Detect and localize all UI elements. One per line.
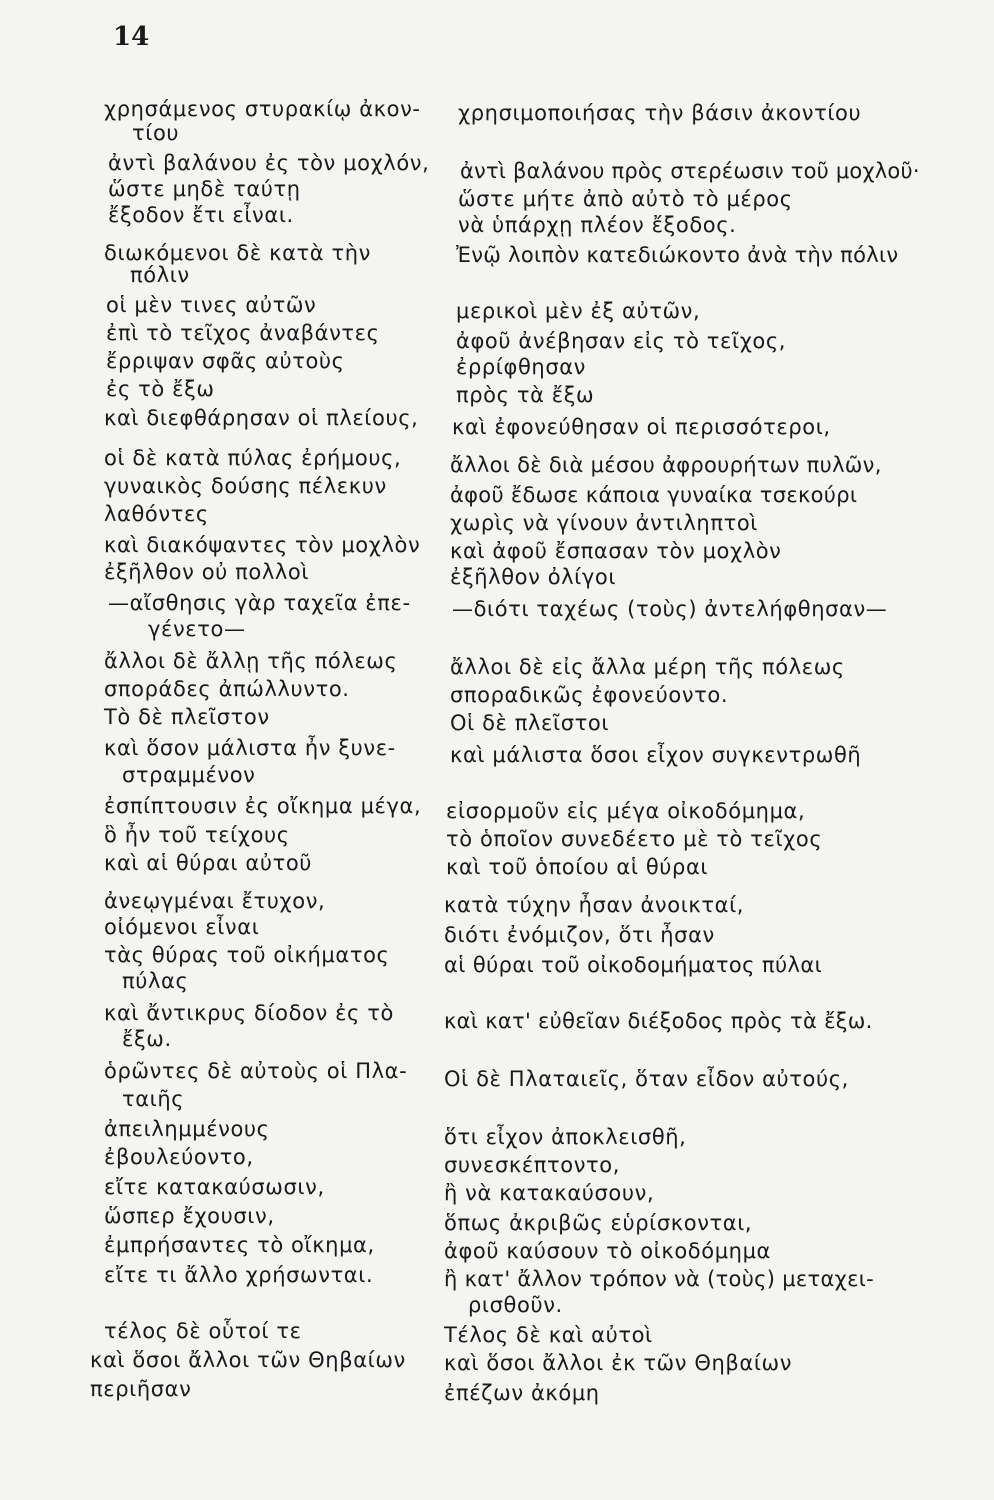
left-line: καὶ ὅσοι ἄλλοι τῶν Θηβαίων [90, 1348, 406, 1372]
right-line: ὥστε μήτε ἀπὸ αὐτὸ τὸ μέρος [458, 187, 793, 211]
right-line: ἀφοῦ καύσουν τὸ οἰκοδόμημα [444, 1239, 771, 1263]
left-line: πύλας [122, 969, 189, 993]
left-line: ἀπειλημμένους [104, 1117, 270, 1141]
left-line: ἀνεῳγμέναι ἔτυχον, [104, 889, 326, 913]
left-line: περιῆσαν [90, 1377, 192, 1401]
left-line: γένετο— [148, 617, 246, 641]
left-line: ἔξοδον ἔτι εἶναι. [108, 203, 294, 227]
left-line: ἐμπρήσαντες τὸ οἴκημα, [104, 1233, 375, 1257]
left-line: καὶ αἱ θύραι αὐτοῦ [104, 851, 313, 875]
right-line: μερικοὶ μὲν ἐξ αὐτῶν, [456, 299, 701, 323]
left-line: ἐβουλεύοντο, [104, 1145, 254, 1169]
right-line: ὅτι εἶχον ἀποκλεισθῆ, [444, 1125, 687, 1149]
left-line: Τὸ δὲ πλεῖστον [104, 705, 270, 729]
right-line: συνεσκέπτοντο, [444, 1153, 621, 1177]
left-line: ἀντὶ βαλάνου ἐς τὸν μοχλόν, [108, 151, 430, 175]
right-line: ὅπως ἀκριβῶς εὑρίσκονται, [444, 1211, 753, 1235]
right-line: ἐρρίφθησαν [456, 355, 587, 379]
left-line: ἐς τὸ ἔξω [106, 377, 215, 401]
right-line: αἱ θύραι τοῦ οἰκοδομήματος πύλαι [444, 953, 823, 977]
left-line: ἐσπίπτουσιν ἐς οἴκημα μέγα, [104, 794, 422, 818]
left-line: καὶ διακόψαντες τὸν μοχλὸν [104, 533, 421, 557]
right-line: ἢ νὰ κατακαύσουν, [444, 1181, 655, 1205]
left-line: καὶ ἄντικρυς δίοδον ἐς τὸ [104, 1001, 394, 1025]
left-line: διωκόμενοι δὲ κατὰ τὴν [104, 241, 371, 265]
right-line: τὸ ὁποῖον συνεδέετο μὲ τὸ τεῖχος [446, 827, 823, 851]
left-line: σποράδες ἀπώλλυντο. [104, 677, 350, 701]
left-line: καὶ διεφθάρησαν οἱ πλείους, [104, 406, 419, 430]
right-line: ἢ κατ' ἄλλον τρόπον νὰ (τοὺς) μεταχει- [444, 1267, 875, 1291]
right-line: καὶ μάλιστα ὅσοι εἶχον συγκεντρωθῆ [450, 743, 862, 767]
left-line: ὥσπερ ἔχουσιν, [104, 1204, 275, 1228]
right-line: νὰ ὑπάρχῃ πλέον ἔξοδος. [458, 213, 737, 237]
page-number: 14 [113, 22, 150, 52]
right-line: Οἱ δὲ Πλαταιεῖς, ὅταν εἶδον αὐτούς, [444, 1067, 849, 1091]
left-line: ταιῆς [122, 1087, 185, 1111]
left-line: ἄλλοι δὲ ἄλλῃ τῆς πόλεως [104, 649, 398, 673]
right-line: ἐπέζων ἀκόμη [444, 1381, 600, 1405]
right-line: ρισθοῦν. [468, 1293, 563, 1317]
right-line: ἄλλοι δὲ εἰς ἄλλα μέρη τῆς πόλεως [450, 655, 845, 679]
left-line: τίου [132, 121, 180, 145]
right-line: Οἱ δὲ πλεῖστοι [450, 711, 610, 735]
right-line: ἐξῆλθον ὀλίγοι [450, 565, 617, 589]
left-line: τὰς θύρας τοῦ οἰκήματος [104, 943, 390, 967]
left-line: ἐξῆλθον οὐ πολλοὶ [104, 560, 310, 584]
left-line: οἱ δὲ κατὰ πύλας ἐρήμους, [104, 446, 402, 470]
right-line: ἀφοῦ ἀνέβησαν εἰς τὸ τεῖχος, [456, 329, 787, 353]
left-line: —αἴσθησις γὰρ ταχεῖα ἐπε- [108, 591, 411, 615]
left-line: πόλιν [130, 263, 190, 287]
right-line: καὶ τοῦ ὁποίου αἱ θύραι [446, 855, 709, 879]
right-line: ἀφοῦ ἔδωσε κάποια γυναίκα τσεκούρι [450, 483, 858, 507]
right-line: ἀντὶ βαλάνου πρὸς στερέωσιν τοῦ μοχλοῦ· [460, 159, 920, 183]
right-line: πρὸς τὰ ἔξω [456, 383, 595, 407]
right-line: κατὰ τύχην ἦσαν ἀνοικταί, [444, 893, 745, 917]
right-line: καὶ ὅσοι ἄλλοι ἐκ τῶν Θηβαίων [444, 1351, 793, 1375]
left-line: καὶ ὅσον μάλιστα ἦν ξυνε- [104, 736, 396, 760]
right-line: ἄλλοι δὲ διὰ μέσου ἀφρουρήτων πυλῶν, [450, 453, 882, 477]
left-line: εἴτε κατακαύσωσιν, [104, 1175, 325, 1199]
right-line: —διότι ταχέως (τοὺς) ἀντελήφθησαν— [452, 597, 888, 621]
left-line: ὁρῶντες δὲ αὐτοὺς οἱ Πλα- [104, 1059, 408, 1083]
left-line: στραμμένον [122, 763, 256, 787]
right-line: εἰσορμοῦν εἰς μέγα οἰκοδόμημα, [446, 799, 806, 823]
right-line: χρησιμοποιήσας τὴν βάσιν ἀκοντίου [458, 101, 862, 125]
left-line: τέλος δὲ οὗτοί τε [104, 1319, 302, 1343]
right-line: χωρὶς νὰ γίνουν ἀντιληπτοὶ [450, 511, 758, 535]
right-line: διότι ἐνόμιζον, ὅτι ἦσαν [444, 923, 715, 947]
right-line: Τέλος δὲ καὶ αὐτοὶ [444, 1323, 653, 1347]
left-line: ὥστε μηδὲ ταύτῃ [108, 177, 301, 201]
right-line: καὶ ἐφονεύθησαν οἱ περισσότεροι, [452, 415, 831, 439]
left-line: χρησάμενος στυρακίῳ ἀκον- [104, 97, 421, 121]
left-line: ἐπὶ τὸ τεῖχος ἀναβάντες [106, 321, 380, 345]
right-line: Ἐνῷ λοιπὸν κατεδιώκοντο ἀνὰ τὴν πόλιν [456, 243, 899, 267]
right-line: καὶ κατ' εὐθεῖαν διέξοδος πρὸς τὰ ἔξω. [444, 1009, 873, 1033]
right-line: καὶ ἀφοῦ ἔσπασαν τὸν μοχλὸν [450, 539, 782, 563]
left-line: γυναικὸς δούσης πέλεκυν [104, 474, 387, 498]
left-line: οἰόμενοι εἶναι [104, 915, 260, 939]
right-line: σποραδικῶς ἐφονεύοντο. [450, 683, 729, 707]
left-line: εἴτε τι ἄλλο χρήσωνται. [104, 1263, 374, 1287]
left-line: ἔρριψαν σφᾶς αὐτοὺς [106, 349, 345, 373]
left-line: οἱ μὲν τινες αὐτῶν [106, 293, 317, 317]
left-line: λαθόντες [104, 502, 209, 526]
left-line: ἔξω. [122, 1027, 172, 1051]
left-line: ὃ ἦν τοῦ τείχους [104, 823, 290, 847]
